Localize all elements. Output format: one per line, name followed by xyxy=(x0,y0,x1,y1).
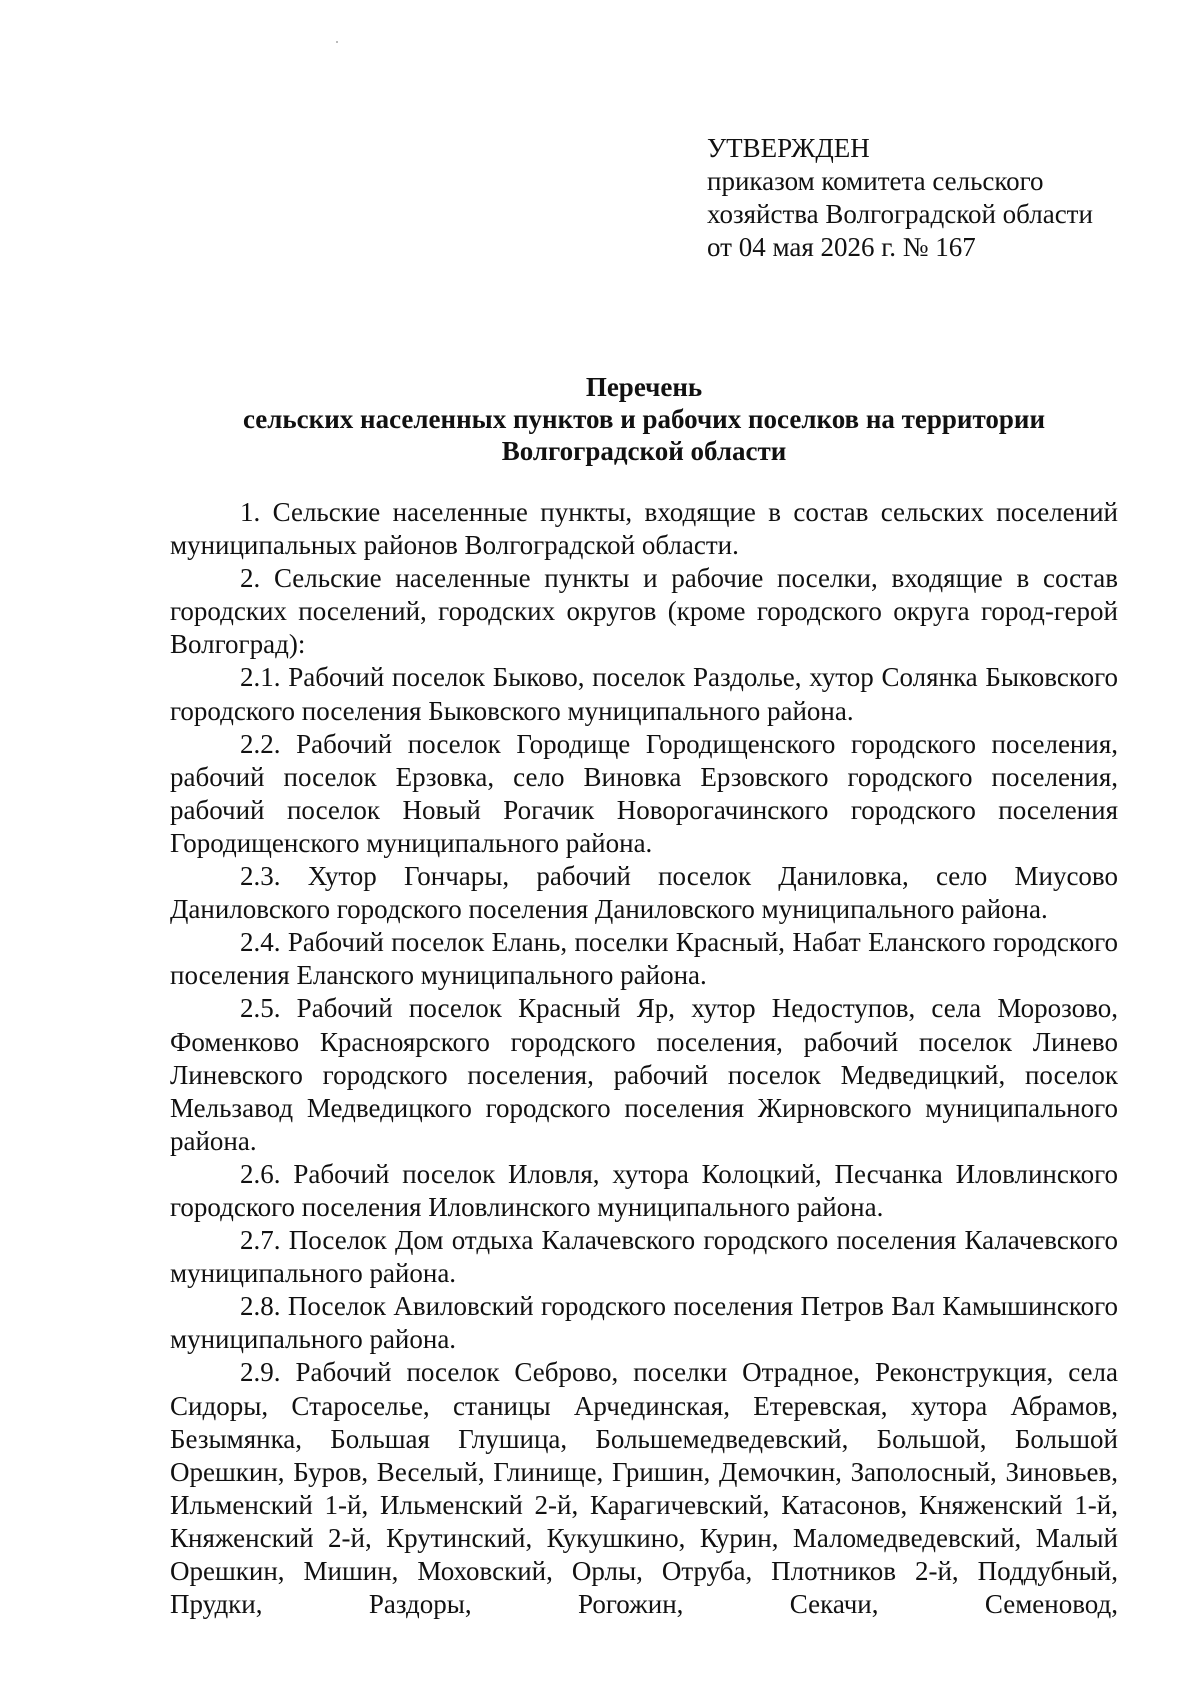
paragraph-2-7: 2.7. Поселок Дом отдыха Калачевского городского поселения Калачевского муниципального района. xyxy=(170,1225,1118,1289)
paragraph-2-1: 2.1. Рабочий поселок Быково, поселок Раздолье, хутор Солянка Быковского городского поселения Быковского муниципального района. xyxy=(170,662,1118,726)
title-line-2: сельских населенных пунктов и рабочих поселков на территории xyxy=(242,404,1046,434)
approval-heading: УТВЕРЖДЕН xyxy=(707,133,870,163)
paragraph-2-6: 2.6. Рабочий поселок Иловля, хутора Колоцкий, Песчанка Иловлинского городского поселения Иловлинского муниципального района. xyxy=(170,1158,1118,1222)
paragraph-2-9: 2.9. Рабочий поселок Себрово, поселки Отрадное, Реконструкция, села Сидоры, Староселье, станицы Арчединская, Етеревская, хутора Абрамов, Безымянка, Большая Глушица, Большемедведевский, Большой, Большой Орешкин, Буров, Веселый, Глинище, Гришин, Демочкин, Заполосный, Зиновьев, Ильменский 1-й, Ильменский 2-й, Карагичевский, Катасонов, Княженский 1-й, Княженский 2-й, Крутинский, Кукушкино, Курин, Маломедведевский, Малый Орешкин, Мишин, Моховский, Орлы, Отруба, Плотников 2-й, Поддубный, Прудки, Раздоры, Рогожин, Секачи, Семеновод, xyxy=(170,1357,1118,1620)
paragraph-2-8: 2.8. Поселок Авиловский городского поселения Петров Вал Камышинского муниципального района. xyxy=(170,1291,1118,1355)
paragraph-2-5: 2.5. Рабочий поселок Красный Яр, хутор Недоступов, села Морозово, Фоменково Красноярского городского поселения, рабочий поселок Линево Линевского городского поселения, рабочий поселок Медведицкий, поселок Мельзавод Медведицкого городского поселения Жирновского муниципального района. xyxy=(170,993,1118,1156)
paragraph-2-4: 2.4. Рабочий поселок Елань, поселки Красный, Набат Еланского городского поселения Еланского муниципального района. xyxy=(170,927,1118,991)
paragraph-1: 1. Сельские населенные пункты, входящие в состав сельских поселений муниципальных районов Волгоградской области. xyxy=(170,497,1118,561)
approval-line-1: приказом комитета сельского xyxy=(707,166,1044,196)
approval-stamp xyxy=(707,132,1147,264)
document-body xyxy=(170,496,1118,1621)
approval-line-2: хозяйства Волгоградской области xyxy=(707,199,1093,229)
title-line-1: Перечень xyxy=(585,372,703,402)
title-line-3: Волгоградской области xyxy=(501,436,787,466)
document-title xyxy=(170,371,1118,467)
paragraph-2-3: 2.3. Хутор Гончары, рабочий поселок Даниловка, село Миусово Даниловского городского поселения Даниловского муниципального района. xyxy=(170,861,1118,925)
paragraph-2: 2. Сельские населенные пункты и рабочие поселки, входящие в состав городских поселений, городских округов (кроме городского округа город-герой Волгоград): xyxy=(170,563,1118,660)
paragraph-2-2: 2.2. Рабочий поселок Городище Городищенского городского поселения, рабочий поселок Ерзовка, село Виновка Ерзовского городского поселения, рабочий поселок Новый Рогачик Новорогачинского городского поселения Городищенского муниципального района. xyxy=(170,728,1118,858)
approval-line-3: от 04 мая 2026 г. № 167 xyxy=(707,232,976,262)
scan-artifact xyxy=(336,41,338,43)
